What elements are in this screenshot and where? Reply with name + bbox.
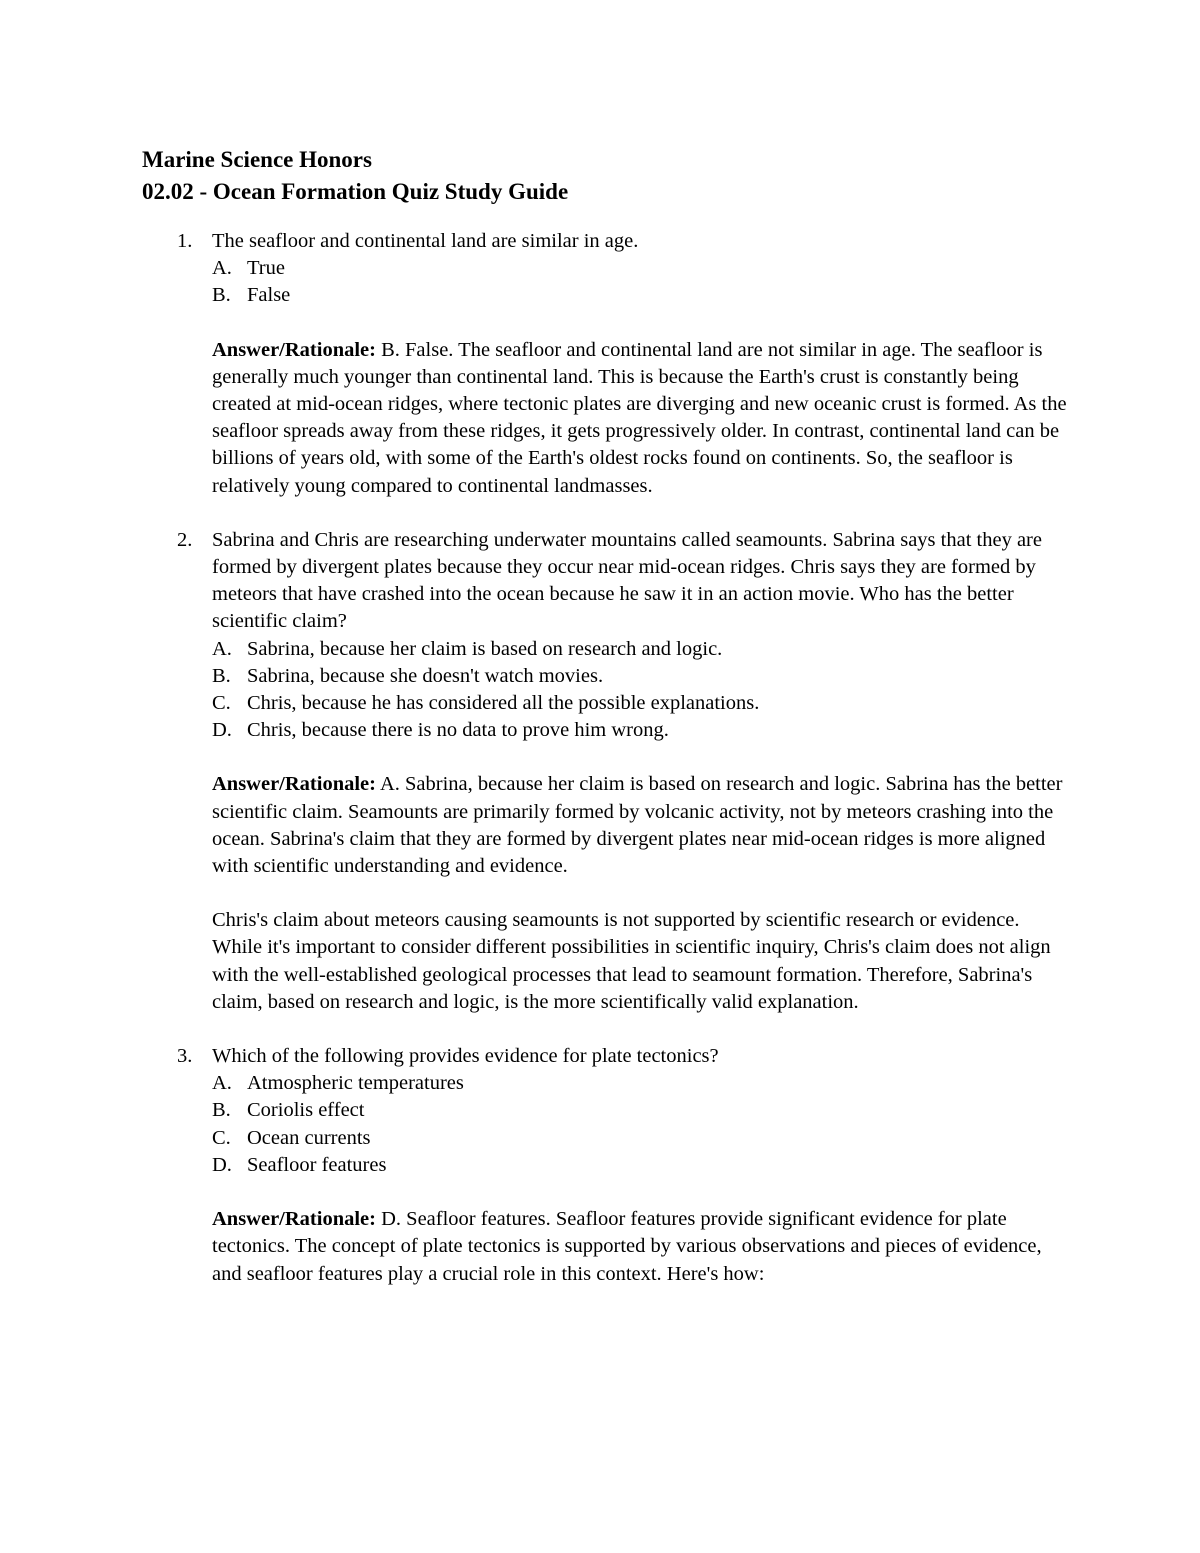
document-content: [142, 144, 1072, 1288]
answer-option: [212, 636, 1072, 663]
spacer: [142, 1016, 1072, 1043]
answer-option: [212, 1125, 1072, 1152]
question-3: [142, 1043, 1072, 1288]
question-text: Which of the following provides evidence for plate tectonics?: [212, 1045, 719, 1068]
rationale-paragraph: Chris's claim about meteors causing seamounts is not supported by scientific research or evidence. While it's important to consider different possibilities in scientific inquiry, Chris's claim does not align with the well-established geological processes that lead to seamount formation. Therefore, Sabrina's claim, based on research and logic, is the more scientifically valid explanation.: [212, 909, 1051, 1013]
answer-option: [212, 717, 1072, 744]
question-number: 3.: [177, 1045, 193, 1068]
option-text: True: [247, 257, 285, 280]
option-letter: A.: [212, 637, 232, 660]
answer-option: [212, 1097, 1072, 1124]
spacer: [142, 500, 1072, 527]
option-text: Seafloor features: [247, 1153, 387, 1176]
option-letter: C.: [212, 692, 231, 715]
rationale-text: D. Seafloor features. Seafloor features provide significant evidence for plate tectonics. The concept of plate tectonics is supported by various observations and pieces of evidence, and seafloor features play a crucial role in this context. Here's how:: [212, 1208, 1042, 1285]
option-letter: A.: [212, 1072, 232, 1095]
answer-rationale: [212, 771, 1072, 880]
option-text: Chris, because he has considered all the possible explanations.: [247, 692, 760, 715]
answer-option: [212, 690, 1072, 717]
question-1: [142, 228, 1072, 500]
rationale-text: A. Sabrina, because her claim is based on research and logic. Sabrina has the better scientific claim. Seamounts are primarily formed by volcanic activity, not by meteors crashing into the ocean. Sabrina's claim that they are formed by divergent plates near mid-ocean ridges is more aligned with scientific understanding and evidence.: [212, 773, 1063, 878]
option-text: Ocean currents: [247, 1126, 371, 1149]
option-letter: D.: [212, 1153, 232, 1176]
option-letter: B.: [212, 664, 231, 687]
option-letter: B.: [212, 284, 231, 307]
question-text: Sabrina and Chris are researching underwater mountains called seamounts. Sabrina says that they are formed by divergent plates because they occur near mid-ocean ridges. Chris says they are formed by meteors that have crashed into the ocean because he saw it in an action movie. Who has the better scientific claim?: [212, 528, 1042, 633]
option-text: Chris, because there is no data to prove him wrong.: [247, 719, 669, 742]
option-text: Atmospheric temperatures: [247, 1072, 464, 1095]
answer-option: [212, 663, 1072, 690]
answer-rationale: [212, 1206, 1072, 1288]
answer-option: [212, 255, 1072, 282]
answer-option: [212, 282, 1072, 309]
option-text: Coriolis effect: [247, 1099, 365, 1122]
answer-option: [212, 1070, 1072, 1097]
question-list: [142, 228, 1072, 1288]
option-letter: B.: [212, 1099, 231, 1122]
question-number: 2.: [177, 528, 193, 551]
course-title: Marine Science Honors: [142, 147, 372, 172]
guide-title: 02.02 - Ocean Formation Quiz Study Guide: [142, 179, 569, 204]
question-text: The seafloor and continental land are similar in age.: [212, 230, 639, 252]
rationale-text: B. False. The seafloor and continental land are not similar in age. The seafloor is generally much younger than continental land. This is because the Earth's crust is constantly being created at mid-ocean ridges, where tectonic plates are diverging and new oceanic crust is formed. As the seafloor spreads away from these ridges, it gets progressively older. In contrast, continental land can be billions of years old, with some of the Earth's oldest rocks found on continents. So, the seafloor is relatively young compared to continental landmasses.: [212, 338, 1067, 497]
option-letter: C.: [212, 1126, 231, 1149]
option-text: Sabrina, because she doesn't watch movies.: [247, 664, 604, 687]
answer-option: [212, 1152, 1072, 1179]
answer-options: [212, 1070, 1072, 1179]
question-number: 1.: [177, 230, 193, 252]
option-text: False: [247, 284, 291, 307]
option-letter: D.: [212, 719, 232, 742]
answer-options: [212, 255, 1072, 309]
answer-rationale: [212, 337, 1072, 500]
rationale-label: Answer/Rationale:: [212, 1208, 376, 1231]
answer-options: [212, 636, 1072, 745]
rationale-label: Answer/Rationale:: [212, 773, 376, 796]
rationale-label: Answer/Rationale:: [212, 338, 376, 361]
option-letter: A.: [212, 257, 232, 280]
option-text: Sabrina, because her claim is based on research and logic.: [247, 637, 723, 660]
question-2: [142, 527, 1072, 1016]
